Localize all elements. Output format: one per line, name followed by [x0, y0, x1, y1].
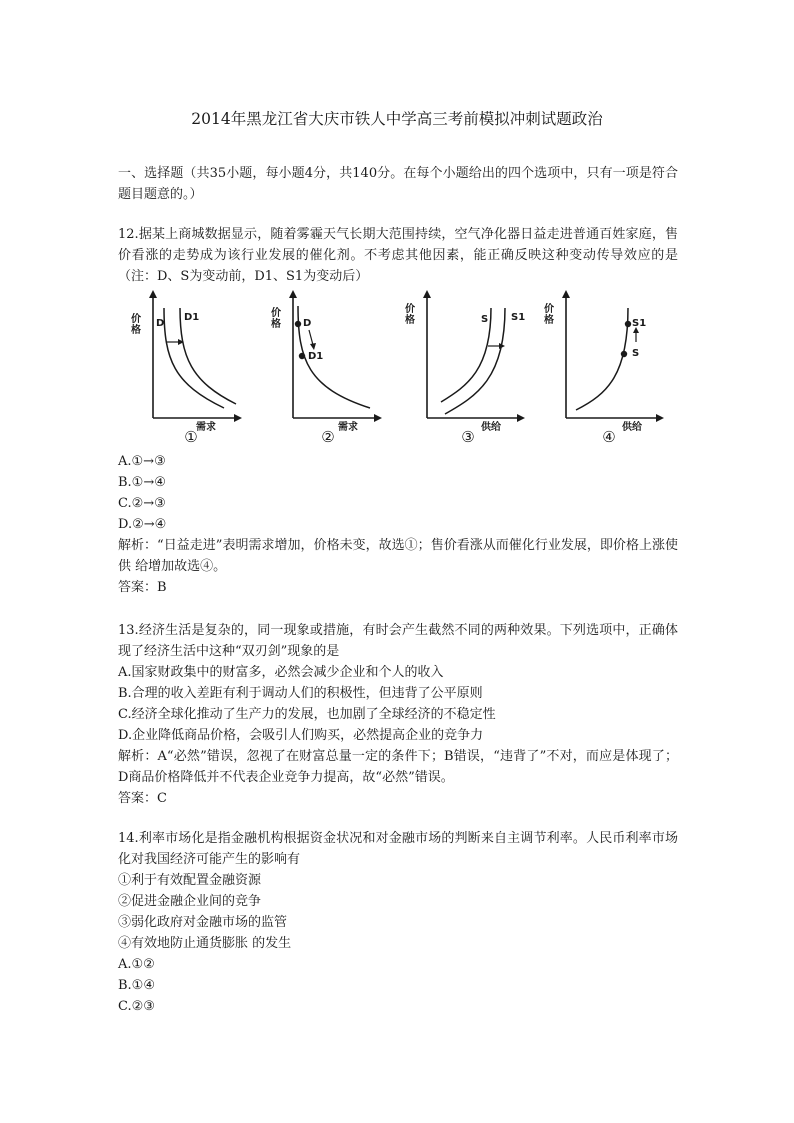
figure-4-graph: [540, 290, 664, 450]
figure-2-x-arrow: [374, 414, 382, 422]
figure-3-graph: [401, 290, 525, 450]
q12-option-c: C.②→③: [118, 496, 166, 511]
question-12-options: [118, 451, 678, 598]
q14-stem: 14.利率市场化是指金融机构根据资金状况和对金融市场的判断来自主调节利率。人民币利率市场化对我国经济可能产生的影响有: [118, 831, 678, 867]
figure-1-curve-d: [164, 308, 224, 408]
question-12-stem-text: 12.据某上商城数据显示，随着雾霾天气长期大范围持续，空气净化器日益走进普通百姓家庭，售价看涨的走势成为该行业发展的催化剂。不考虑其他因素，能正确反映这种变动传导效应的是（注：D、S为变动前，D1、S1为变动后）: [118, 227, 678, 284]
figure-4-curve-b-label: S1: [632, 318, 647, 329]
figure-4-y-label: 价格: [544, 304, 554, 326]
question-13: [118, 620, 678, 809]
q13-option-b: B.合理的收入差距有利于调动人们的积极性，但违背了公平原则: [118, 686, 483, 701]
figure-4-curve-a-label: S: [632, 348, 640, 359]
figure-1-y-arrow: [149, 290, 157, 298]
figure-2-curve-a-label: D: [303, 318, 312, 329]
q14-item-1: ①利于有效配置金融资源: [118, 873, 262, 888]
figure-4: [540, 290, 664, 450]
figure-1-curve-b-label: D1: [184, 312, 200, 323]
figure-2-move-arrowhead: [310, 343, 316, 350]
question-12-stem: [118, 224, 678, 287]
figure-2-curve-b-label: D1: [308, 351, 324, 362]
figure-4-point-s: [621, 351, 627, 357]
figure-3-number: ③: [461, 428, 475, 446]
figure-3-curve-b-label: S1: [511, 312, 526, 323]
q12-option-d: D.②→④: [118, 517, 167, 532]
figure-2-point-d: [295, 321, 301, 327]
figure-3-curve-s1: [445, 308, 505, 414]
figure-1: [118, 290, 242, 450]
q13-option-a: A.国家财政集中的财富多，必然会减少企业和个人的收入: [118, 665, 444, 680]
figure-2-y-label: 价格: [271, 308, 281, 330]
q14-option-b: B.①④: [118, 978, 155, 993]
figure-1-y-label: 价格: [131, 314, 141, 336]
q13-stem: 13.经济生活是复杂的，同一现象或措施，有时会产生截然不同的两种效果。下列选项中，正确体现了经济生活中这种“双刃剑”现象的是: [118, 623, 678, 659]
section-intro-text: 一、选择题（共35小题，每小题4分，共140分。在每个小题给出的四个选项中，只有一项是符合题目题意的。）: [118, 166, 678, 202]
q14-item-2: ②促进金融企业间的竞争: [118, 894, 262, 909]
figure-2-number: ②: [321, 428, 335, 446]
figure-1-x-arrow: [234, 414, 242, 422]
q14-item-3: ③弱化政府对金融市场的监管: [118, 915, 288, 930]
q12-option-a: A.①→③: [118, 454, 166, 469]
figure-4-curve: [576, 308, 628, 410]
q13-option-c: C.经济全球化推动了生产力的发展，也加剧了全球经济的不稳定性: [118, 707, 496, 722]
figure-3-y-label: 价格: [405, 304, 415, 326]
figure-4-point-s1: [625, 321, 631, 327]
figure-4-number: ④: [602, 428, 616, 446]
q12-answer: 答案：B: [118, 580, 167, 595]
q14-option-c: C.②③: [118, 999, 155, 1014]
section-intro: [118, 163, 678, 205]
figure-2-x-label: 需求: [338, 422, 358, 433]
question-14: [118, 828, 678, 1017]
figure-4-y-arrow: [562, 290, 570, 298]
figure-3: [401, 290, 525, 450]
q13-answer: 答案：C: [118, 791, 167, 806]
document-title: 2014年黑龙江省大庆市铁人中学高三考前模拟冲刺试题政治: [191, 110, 603, 128]
q13-analysis: 解析：A“必然”错误，忽视了在财富总量一定的条件下；B错误，“违背了”不对，而应是体现了；D商品价格降低并不代表企业竞争力提高，故“必然”错误。: [118, 749, 678, 785]
q14-option-a: A.①②: [118, 957, 155, 972]
q13-option-d: D.企业降低商品价格，会吸引人们购买，必然提高企业的竞争力: [118, 728, 484, 743]
figure-2-move-arrow: [309, 330, 313, 345]
figure-2-point-d1: [299, 353, 305, 359]
figure-4-x-arrow: [656, 414, 664, 422]
figure-3-x-label: 供给: [481, 422, 501, 433]
figure-1-number: ①: [184, 428, 198, 446]
figure-2-y-arrow: [289, 290, 297, 298]
figure-3-curve-a-label: S: [481, 314, 489, 325]
figure-4-x-label: 供给: [622, 422, 642, 433]
q12-option-b: B.①→④: [118, 475, 166, 490]
figure-3-y-arrow: [423, 290, 431, 298]
q14-item-4: ④有效地防止通货膨胀 的发生: [118, 936, 292, 951]
figure-3-x-arrow: [517, 414, 525, 422]
q12-analysis: 解析：“日益走进”表明需求增加，价格未变，故选①；售价看涨从而催化行业发展，即价格上涨使供 给增加故选④。: [118, 538, 678, 574]
question-12-figures: [118, 290, 678, 450]
figure-1-curve-a-label: D: [156, 318, 165, 329]
figure-2: [258, 290, 382, 450]
figure-1-x-label: 需求: [196, 422, 216, 433]
